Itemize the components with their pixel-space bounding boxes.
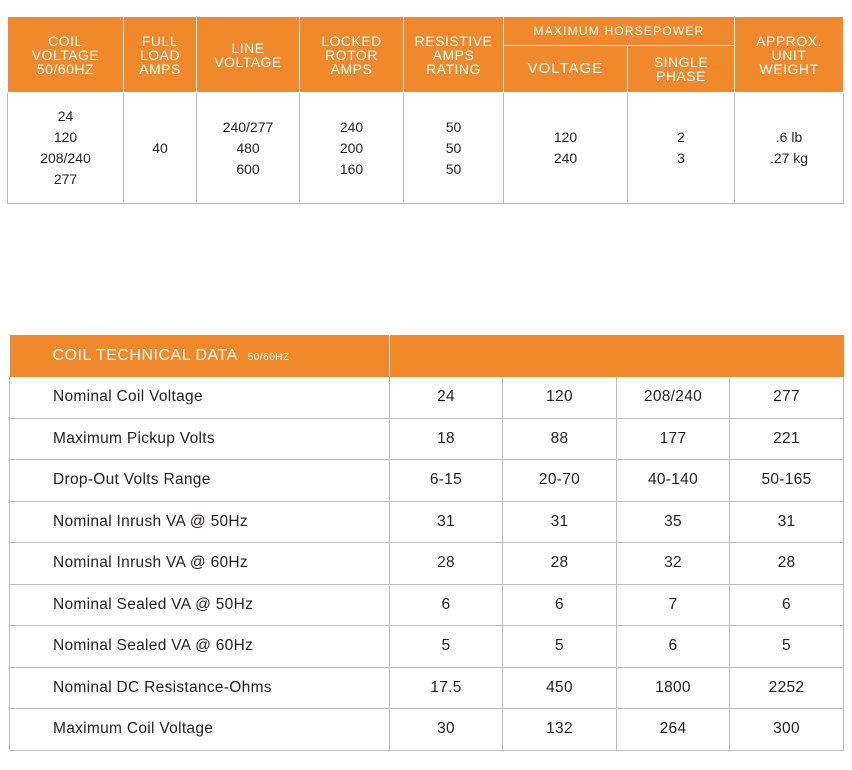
row-label: Nominal Inrush VA @ 60Hz bbox=[10, 543, 390, 585]
table-cell: 20-70 bbox=[503, 460, 617, 502]
table-row bbox=[10, 667, 844, 709]
table-cell: 5 bbox=[503, 626, 617, 668]
header-spacer bbox=[390, 335, 844, 377]
table-row bbox=[8, 93, 844, 204]
table-cell: 31 bbox=[730, 501, 844, 543]
table-row bbox=[10, 460, 844, 502]
contactor-ratings-table bbox=[7, 16, 844, 204]
table-cell: 88 bbox=[503, 418, 617, 460]
table-cell: 6 bbox=[390, 584, 503, 626]
cell-voltage: 120 240 bbox=[504, 93, 628, 204]
table-cell: 24 bbox=[390, 377, 503, 418]
table-cell: 18 bbox=[390, 418, 503, 460]
table-cell: 450 bbox=[503, 667, 617, 709]
row-label: Maximum Coil Voltage bbox=[10, 709, 390, 751]
table-cell: 120 bbox=[503, 377, 617, 418]
header-approx-unit-weight: APPROX. UNIT WEIGHT bbox=[735, 17, 844, 93]
header-resistive-amps-rating: RESISTIVE AMPS RATING bbox=[404, 17, 504, 93]
table-cell: 17.5 bbox=[390, 667, 503, 709]
table-row bbox=[10, 584, 844, 626]
table-cell: 40-140 bbox=[617, 460, 730, 502]
table-cell: 6 bbox=[503, 584, 617, 626]
coil-technical-data-header bbox=[10, 335, 390, 377]
cell-coil-voltage: 24 120 208/240 277 bbox=[8, 93, 124, 204]
row-label: Nominal Sealed VA @ 50Hz bbox=[10, 584, 390, 626]
table-cell: 221 bbox=[730, 418, 844, 460]
table-cell: 28 bbox=[503, 543, 617, 585]
table-row bbox=[10, 501, 844, 543]
table-cell: 5 bbox=[730, 626, 844, 668]
table-cell: 2252 bbox=[730, 667, 844, 709]
table-cell: 1800 bbox=[617, 667, 730, 709]
table-cell: 31 bbox=[503, 501, 617, 543]
row-label: Nominal Coil Voltage bbox=[10, 377, 390, 418]
table-cell: 208/240 bbox=[617, 377, 730, 418]
table-cell: 5 bbox=[390, 626, 503, 668]
header-line-voltage: LINE VOLTAGE bbox=[197, 17, 300, 93]
cell-resistive-amps-rating: 50 50 50 bbox=[404, 93, 504, 204]
section-subtitle: 50/60HZ bbox=[247, 352, 290, 363]
cell-locked-rotor-amps: 240 200 160 bbox=[300, 93, 404, 204]
table-cell: 50-165 bbox=[730, 460, 844, 502]
table-row bbox=[10, 418, 844, 460]
table-cell: 132 bbox=[503, 709, 617, 751]
row-label: Nominal DC Resistance-Ohms bbox=[10, 667, 390, 709]
table-cell: 28 bbox=[390, 543, 503, 585]
table-cell: 177 bbox=[617, 418, 730, 460]
cell-full-load-amps: 40 bbox=[124, 93, 197, 204]
header-voltage: VOLTAGE bbox=[504, 46, 628, 93]
section-title: COIL TECHNICAL DATA bbox=[52, 347, 238, 364]
cell-line-voltage: 240/277 480 600 bbox=[197, 93, 300, 204]
table-cell: 6 bbox=[730, 584, 844, 626]
table-cell: 264 bbox=[617, 709, 730, 751]
table-cell: 31 bbox=[390, 501, 503, 543]
table-cell: 28 bbox=[730, 543, 844, 585]
cell-approx-unit-weight: .6 lb .27 kg bbox=[735, 93, 844, 204]
table-cell: 277 bbox=[730, 377, 844, 418]
coil-technical-data-table bbox=[9, 335, 844, 751]
table-row bbox=[10, 626, 844, 668]
table-cell: 6-15 bbox=[390, 460, 503, 502]
table-row bbox=[10, 377, 844, 418]
row-label: Nominal Sealed VA @ 60Hz bbox=[10, 626, 390, 668]
table-cell: 32 bbox=[617, 543, 730, 585]
header-coil-voltage: COIL VOLTAGE 50/60HZ bbox=[8, 17, 124, 93]
cell-single-phase: 2 3 bbox=[628, 93, 735, 204]
row-label: Maximum Pickup Volts bbox=[10, 418, 390, 460]
header-full-load-amps: FULL LOAD AMPS bbox=[124, 17, 197, 93]
table-cell: 300 bbox=[730, 709, 844, 751]
header-maximum-horsepower: MAXIMUM HORSEPOWER bbox=[504, 17, 735, 46]
table-row bbox=[10, 543, 844, 585]
row-label: Drop-Out Volts Range bbox=[10, 460, 390, 502]
table-cell: 35 bbox=[617, 501, 730, 543]
header-single-phase: SINGLE PHASE bbox=[628, 46, 735, 93]
table-row bbox=[10, 709, 844, 751]
table-cell: 7 bbox=[617, 584, 730, 626]
row-label: Nominal Inrush VA @ 50Hz bbox=[10, 501, 390, 543]
header-locked-rotor-amps: LOCKED ROTOR AMPS bbox=[300, 17, 404, 93]
table-cell: 30 bbox=[390, 709, 503, 751]
table-cell: 6 bbox=[617, 626, 730, 668]
